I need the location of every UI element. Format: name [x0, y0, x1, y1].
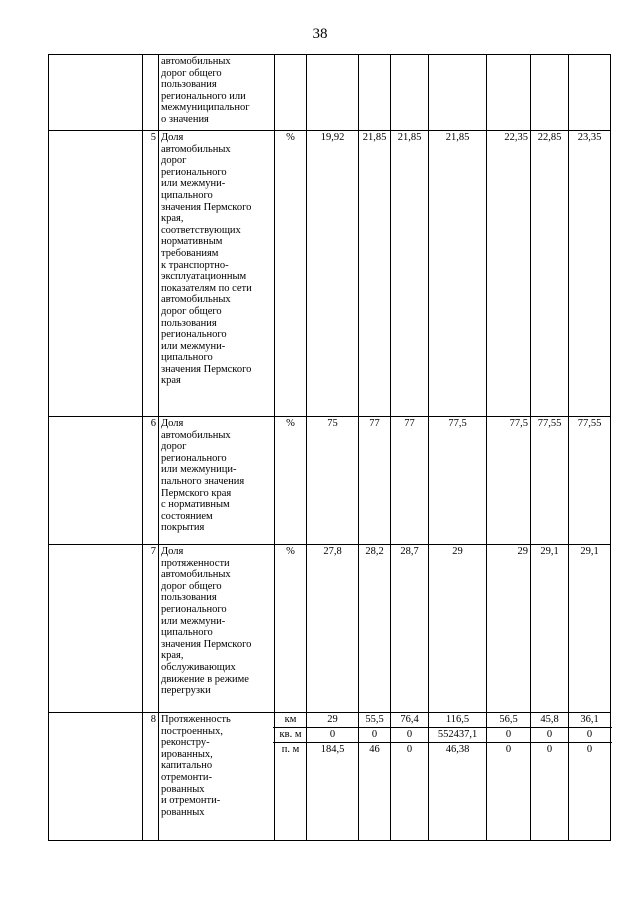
value-cell: 77,55	[531, 417, 569, 545]
value-cell: 29,1	[569, 545, 611, 713]
left-margin-cell	[49, 713, 143, 841]
value-cell: 552437,1	[427, 728, 488, 743]
row-description: Доля автомобильных дорог регионального или межмуници- пального значения Пермского края с нормативным состоянием покрытия	[159, 417, 275, 545]
row-number: 5	[143, 131, 159, 417]
row-description: Доля автомобильных дорог регионального или межмуни- ципального значения Пермского края, соответствующих нормативным требованиям к транспортно- эксплуатационным показателям по сети автомобильных дорог общего пользования регионального или межмуни- ципального значения Пермского края	[159, 131, 275, 417]
unit-km: км	[273, 713, 308, 728]
value-stack	[531, 713, 569, 841]
row-description: автомобильных дорог общего пользования регионального или межмуниципальног о значения	[159, 55, 275, 131]
row-unit: %	[275, 545, 307, 713]
table-row	[49, 55, 611, 131]
value-cell: 184,5	[320, 744, 345, 755]
value-cell: 0	[389, 728, 430, 743]
unit-sq-m: кв. м	[273, 728, 308, 743]
value-cell	[531, 55, 569, 131]
value-cell: 21,85	[359, 131, 391, 417]
row-number: 6	[143, 417, 159, 545]
value-cell: 46,38	[445, 744, 470, 755]
value-cell: 77	[391, 417, 429, 545]
value-cell: 28,2	[359, 545, 391, 713]
value-cell: 56,5	[485, 713, 532, 728]
value-cell: 23,35	[569, 131, 611, 417]
value-stack	[307, 713, 359, 841]
table-row	[49, 131, 611, 417]
value-cell: 22,85	[531, 131, 569, 417]
left-margin-cell	[49, 417, 143, 545]
value-cell: 0	[529, 728, 570, 743]
value-cell: 28,7	[391, 545, 429, 713]
value-cell: 19,92	[307, 131, 359, 417]
table-row	[49, 713, 611, 841]
value-cell: 0	[357, 728, 392, 743]
value-cell: 0	[305, 728, 360, 743]
indicators-table	[48, 54, 611, 841]
value-cell: 29,1	[531, 545, 569, 713]
value-stack	[429, 713, 487, 841]
value-stack	[569, 713, 611, 841]
value-cell: 36,1	[567, 713, 612, 728]
value-cell: 22,35	[487, 131, 531, 417]
value-cell: 0	[485, 728, 532, 743]
left-margin-cell	[49, 545, 143, 713]
value-cell: 75	[307, 417, 359, 545]
value-stack	[391, 713, 429, 841]
value-cell: 45,8	[529, 713, 570, 728]
value-cell: 21,85	[391, 131, 429, 417]
value-cell: 29	[487, 545, 531, 713]
row-unit	[275, 55, 307, 131]
row-description: Доля протяженности автомобильных дорог общего пользования регионального или межмуни- ципального значения Пермского края, обслуживающих движение в режиме перегрузки	[159, 545, 275, 713]
value-cell: 46	[369, 744, 380, 755]
row-number: 7	[143, 545, 159, 713]
value-cell	[391, 55, 429, 131]
left-margin-cell	[49, 55, 143, 131]
value-cell: 77,55	[569, 417, 611, 545]
value-cell	[569, 55, 611, 131]
value-cell: 0	[586, 744, 593, 755]
value-cell: 0	[505, 744, 512, 755]
left-margin-cell	[49, 131, 143, 417]
row-description: Протяженность построенных, реконстру- ированных, капитально отремонти- рованных и отремонти- рованных	[159, 713, 275, 841]
value-cell: 27,8	[307, 545, 359, 713]
value-cell: 29	[429, 545, 487, 713]
value-cell	[487, 55, 531, 131]
value-cell: 0	[567, 728, 612, 743]
value-cell: 0	[546, 744, 553, 755]
value-cell	[359, 55, 391, 131]
unit-lin-m: п. м	[281, 744, 300, 755]
value-cell: 29	[305, 713, 360, 728]
value-cell: 76,4	[389, 713, 430, 728]
row-number: 8	[143, 713, 159, 841]
value-cell: 55,5	[357, 713, 392, 728]
row-unit: %	[275, 131, 307, 417]
row-unit: %	[275, 417, 307, 545]
value-stack	[359, 713, 391, 841]
value-cell	[429, 55, 487, 131]
row-units	[275, 713, 307, 841]
value-cell: 77	[359, 417, 391, 545]
table-row	[49, 545, 611, 713]
table-row	[49, 417, 611, 545]
value-cell	[307, 55, 359, 131]
page-number: 38	[312, 26, 328, 42]
value-cell: 0	[406, 744, 413, 755]
row-number	[143, 55, 159, 131]
value-cell: 21,85	[429, 131, 487, 417]
value-cell: 116,5	[427, 713, 488, 728]
value-stack	[487, 713, 531, 841]
value-cell: 77,5	[429, 417, 487, 545]
value-cell: 77,5	[487, 417, 531, 545]
